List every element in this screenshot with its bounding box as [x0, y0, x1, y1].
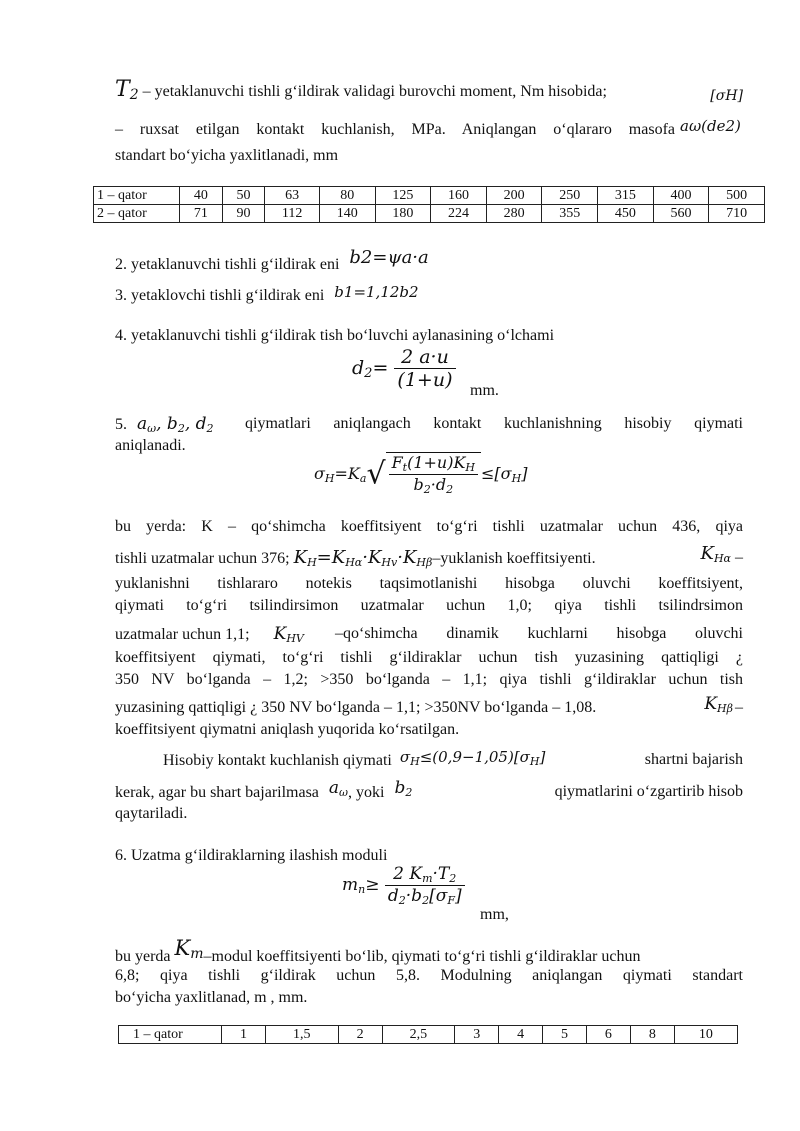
khv-symbol: $K_{HV}$ — [273, 624, 304, 645]
kh-formula: $K_H=K_{H\alpha}\cdot K_{Hv}\cdot K_{H\beta}$ — [293, 547, 433, 569]
kh-alpha-symbol: $K_{H\alpha}$ — [700, 543, 731, 565]
item-2: 2. yetaklanuvchi tishli g‘ildirak eni b2=ψa·a — [115, 247, 429, 273]
km-line: bu yerda $K_m$–modul koeffitsiyenti bo‘lib, qiymati to‘g‘ri tishli g‘ildiraklar uchun — [115, 936, 641, 965]
khb-line: yuzasining qattiqligi ¿ 350 NV bo‘lganda – 1,1; >350NV bo‘lganda – 1,08. $K_{H\beta}$ – — [115, 698, 743, 718]
d2-formula: $d_2=$ $\frac{2 a\cdot u}{(1+u)}$ — [352, 346, 456, 391]
km-symbol: $K_m$ — [174, 936, 204, 962]
sigma-h-condition: $\sigma_H\le(0,9-1,05)[\sigma_H]$ — [399, 748, 546, 768]
hisobiy-line1: Hisobiy kontakt kuchlanish qiymati $\sigma_H\le(0,9-1,05)[\sigma_H]$ shartni bajarish — [163, 748, 743, 769]
module-unit: mm, — [480, 906, 509, 923]
khb-symbol: $K_{H\beta}$ — [704, 694, 733, 715]
standard-module-table — [118, 1025, 738, 1044]
sigma-h-description: – ruxsat etilgan kontakt kuchlanish, MPa. Aniqlangan o‘qlararo masofa — [115, 121, 675, 138]
item-3: 3. yetaklovchi tishli g‘ildirak eni b1=1,12b2 — [115, 283, 419, 304]
item-5-line1: 5. $a_\omega$, $b_2$, $d_2$ qiymatlari aniqlangach kontakt kuchlanishning hisobiy qiymati — [115, 414, 743, 435]
kh-line: tishli uzatmalar uchun 376; $K_H=K_{H\alpha}\cdot K_{Hv}\cdot K_{H\beta}$–yuklanish koeffitsiyenti. $K_{H\alpha}$ – — [115, 543, 743, 569]
table-row: 2 – qator 71 90 112 140 180 224 280 355 450 560 710 — [94, 205, 765, 223]
aw-b2-d2-symbols: $a_\omega$, $b_2$, $d_2$ — [137, 414, 214, 435]
table-row: 1 – qator 40 50 63 80 125 160 200 250 315 400 500 — [94, 187, 765, 205]
module-formula: $m_n\ge$ $\frac{2 K_m\cdot T_2}{d_2\cdot b_2[\sigma_F]}$ — [342, 864, 465, 907]
t2-line — [115, 77, 743, 105]
sigma-h-formula: $\sigma_H=K_a√$ $\frac{F_t(1+u)K_H}{b_2\cdot d_2}$ $\le[\sigma_H]$ — [314, 453, 528, 496]
d2-unit: mm. — [470, 382, 499, 399]
t2-description: – yetaklanuvchi tishli g‘ildirak validagi burovchi moment, Nm hisobida; — [142, 83, 607, 100]
aw-symbol: aω(de2) — [680, 117, 741, 135]
khv-line: uzatmalar uchun 1,1; $K_{HV}$ –qo‘shimcha dinamik kuchlarni hisobga oluvchi — [115, 624, 743, 645]
rounding-note: standart bo‘yicha yaxlitlanadi, mm — [115, 147, 339, 164]
t2-symbol: $T_2$ — [115, 77, 139, 103]
b1-formula: b1=1,12b2 — [334, 283, 419, 301]
b2-formula: b2=ψa·a — [349, 247, 429, 268]
item-5-line2: aniqlanadi. — [115, 437, 186, 454]
hisobiy-line2: kerak, agar bu shart bajarilmasa $a_\omega$, yoki $b_2$ qiymatlarini o‘zgartirib hisob — [115, 778, 743, 801]
standard-distance-table — [93, 186, 765, 223]
table-row: 1 – qator 1 1,5 2 2,5 3 4 5 6 8 10 — [119, 1026, 738, 1044]
k-coefficient-text: bu yerda: K – qo‘shimcha koeffitsiyent to‘g‘ri tishli uzatmalar uchun 436, qiya — [115, 518, 743, 535]
item-4: 4. yetaklanuvchi tishli g‘ildirak tish bo‘luvchi aylanasining o‘lchami — [115, 327, 555, 344]
item-6: 6. Uzatma g‘ildiraklarning ilashish moduli — [115, 847, 388, 864]
sigma-h-symbol: [σH] — [710, 88, 743, 104]
